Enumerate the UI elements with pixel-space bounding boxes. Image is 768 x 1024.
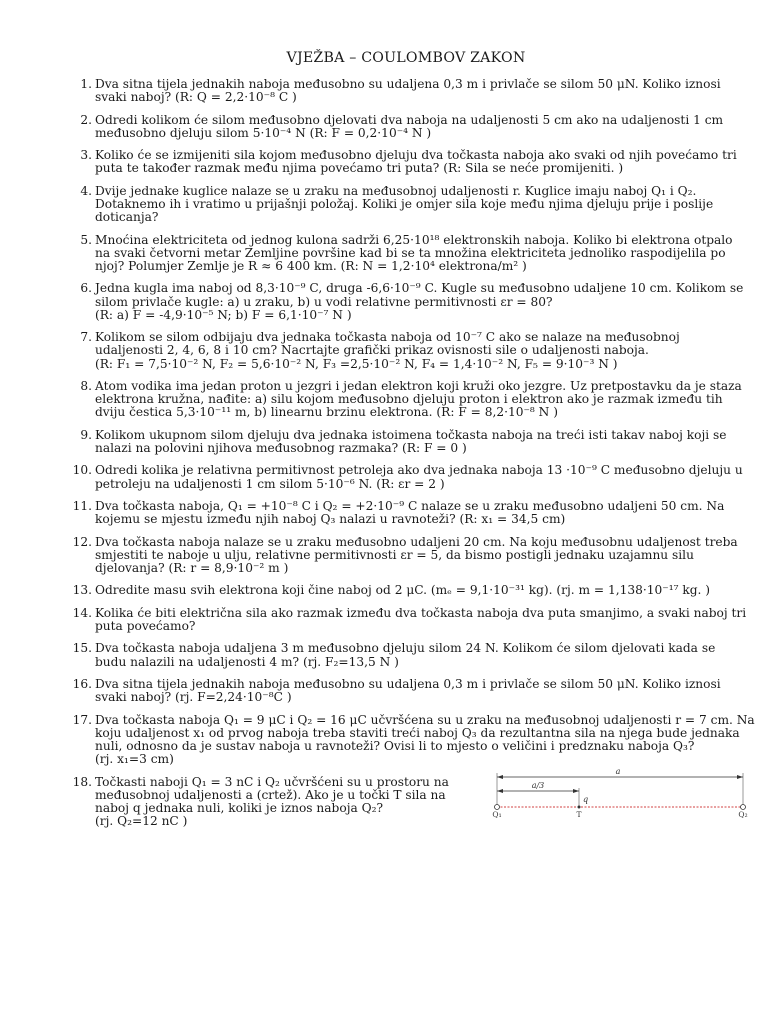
problem-line: smjestiti te naboje u ulju, relativne permitivnosti εr = 5, da bismo postigli jednaku uzajamnu silu (95, 547, 694, 562)
label-a: a (615, 767, 621, 776)
problem-item (70, 534, 738, 576)
label-q1: Q₁ (492, 809, 502, 818)
problem-line: Dva sitna tijela jednakih naboja međusobno su udaljena 0,3 m i privlače se silom 50 μN. Koliko iznosi (95, 676, 721, 691)
problem-item (70, 678, 720, 704)
problem-line: Dva točkasta naboja Q₁ = 9 μC i Q₂ = 16 μC učvršćena su u zraku na međusobnoj udaljenosti r = 7 cm. Na (95, 712, 755, 727)
problem-text (95, 712, 755, 767)
problem-line: Dva točkasta naboja udaljena 3 m međusobno djeluju silom 24 N. Kolikom će silom djelovati kada se (95, 641, 716, 656)
problem-line: Odredite masu svih elektrona koji čine naboj od 2 μC. (mₑ = 9,1·10⁻³¹ kg). (rj. m = 1,138·10⁻¹⁷ kg. ) (95, 583, 711, 598)
problem-line: na svaki četvorni metar Zemljine površine kad bi se ta množina elektriciteta jednoliko raspodijelila po (95, 245, 726, 260)
problem-text (95, 378, 742, 420)
problem-item (70, 378, 742, 420)
problem-line: Kolikom se silom odbijaju dva jednaka točkasta naboja od 10⁻⁷ C ako se nalaze na međusobnoj (95, 330, 680, 345)
problem-text (95, 331, 720, 371)
problem-item (70, 281, 744, 322)
problem-text (95, 678, 720, 704)
problem-line: koju udaljenost x₁ od prvog naboja treba staviti treći naboj Q₃ da rezultantna sila na njega bude jednaka (95, 725, 740, 740)
problem-line: međusobno djeluju silom 5·10⁻⁴ N (R: F = 0,2·10⁻⁴ N ) (95, 125, 432, 140)
problem-text (95, 605, 747, 633)
charge-q2-dot (741, 804, 746, 809)
problem-line: nuli, odnosno da je sustav naboja u ravnoteži? Ovisi li to mjesto o veličini i predznaku naboja Q₃? (95, 738, 695, 753)
problem-number: 12 . (64, 536, 92, 549)
problem-line: Odredi kolika je relativna permitivnost petroleja ako dva jednaka naboja 13 ·10⁻⁹ C međusobno djeluju u (95, 463, 743, 478)
problem-item (70, 427, 727, 455)
problem-line: svaki naboj? (rj. F=2,24·10⁻⁸C ) (95, 690, 292, 705)
charges-diagram-svg (491, 768, 749, 818)
problem-number: 4 . (64, 185, 92, 198)
problem-line: Dva točkasta naboja, Q₁ = +10⁻⁸ C i Q₂ = +2·10⁻⁹ C nalaze se u zraku međusobno udaljeni 50 cm. Na (95, 498, 725, 513)
problem-line: Dva točkasta naboja nalaze se u zraku međusobno udaljeni 20 cm. Na koju međusobnu udaljenost treba (95, 534, 738, 549)
problem-line: dviju čestica 5,3·10⁻¹¹ m, b) linearnu brzinu elektrona. (R: F = 8,2·10⁻⁸ N ) (95, 405, 558, 420)
problem-item (70, 112, 724, 140)
problem-item (70, 185, 720, 225)
problem-number: 10 . (64, 464, 92, 477)
problem-item (70, 498, 725, 527)
label-q2: Q₂ (738, 809, 748, 818)
problem-line: Dotaknemo ih i vratimo u prijašnji položaj. Koliki je omjer sila koje među njima djeluju prije i poslije (95, 196, 714, 211)
problem-line: udaljenosti 2, 4, 6, 8 i 10 cm? Nacrtajte grafički prikaz ovisnosti sile o udaljenosti naboja. (95, 343, 649, 358)
problem-line: kojemu se mjestu između njih naboj Q₃ nalazi u ravnoteži? (R: x₁ = 34,5 cm) (95, 512, 566, 527)
problem-number: 6 . (64, 282, 92, 295)
problem-line: petroleju na udaljenosti 1 cm silom 5·10⁻⁶ N. (R: εr = 2 ) (95, 476, 445, 491)
problem-text (95, 767, 748, 829)
problem-number: 15 . (64, 642, 92, 655)
problem-number: 13 . (64, 584, 92, 597)
problem-number: 11 . (64, 500, 92, 513)
problem-number: 1 . (64, 78, 92, 91)
problem-line: Točkasti naboji Q₁ = 3 nC i Q₂ učvršćeni su u prostoru na (95, 774, 449, 789)
arrow-left-icon (497, 775, 503, 779)
problem-number: 3 . (64, 149, 92, 162)
problem-line: budu nalazili na udaljenosti 4 m? (rj. F₂=13,5 N ) (95, 654, 399, 669)
problem-line: Dvije jednake kuglice nalaze se u zraku na međusobnoj udaljenosti r. Kuglice imaju naboj Q₁ i Q₂. (95, 183, 697, 198)
problem-item (70, 148, 737, 176)
problem-line: (R: a) F = -4,9·10⁻⁵ N; b) F = 6,1·10⁻⁷ N ) (95, 307, 352, 322)
problem-text (95, 463, 743, 491)
problem-text (95, 427, 727, 455)
problem-line: (rj. x₁=3 cm) (95, 752, 174, 767)
problem-item (70, 712, 755, 767)
problem-line: Kolika će biti električna sila ako razmak između dva točkasta naboja dva puta smanjimo, a svaki naboj tri (95, 605, 747, 620)
arrow-right-icon (737, 775, 743, 779)
problem-item (70, 584, 720, 597)
problem-line: Odredi kolikom će silom međusobno djelovati dva naboja na udaljenosti 5 cm ako na udaljenosti 1 cm (95, 112, 724, 127)
problem-number: 18 . (64, 776, 92, 789)
problem-line: puta te također razmak među njima povećamo tri puta? (R: Sila se neće promijeniti. ) (95, 161, 624, 176)
page-title: VJEŽBA – COULOMBOV ZAKON (286, 50, 526, 66)
problem-line: Atom vodika ima jedan proton u jezgri i jedan elektron koji kruži oko jezgre. Uz pretpostavku da je staza (95, 378, 742, 393)
problem-number: 8 . (64, 380, 92, 393)
problem-line: elektrona kružna, nađite: a) silu kojom međusobno djeluju proton i elektron ako je razmak između tih (95, 392, 723, 407)
problem-item (70, 331, 720, 371)
problem-list (70, 77, 755, 829)
label-a3: a/3 (531, 780, 545, 790)
problem-line: (R: F₁ = 7,5·10⁻² N, F₂ = 5,6·10⁻² N, F₃ =2,5·10⁻² N, F₄ = 1,4·10⁻² N, F₅ = 9·10⁻³ N ) (95, 356, 618, 371)
label-t: T (576, 809, 582, 818)
problem-item (70, 232, 733, 274)
problem-number: 16 . (64, 678, 92, 691)
problem-text (95, 78, 720, 104)
problem-item (70, 767, 748, 829)
problem-line: Kolikom ukupnom silom djeluju dva jednaka istoimena točkasta naboja na treći isti takav naboj koji se (95, 427, 727, 442)
problem-text (95, 185, 720, 225)
problem-line: Jedna kugla ima naboj od 8,3·10⁻⁹ C, druga -6,6·10⁻⁹ C. Kugle su međusobno udaljene 10 cm. Kolikom se (95, 281, 744, 296)
problem-text (95, 642, 720, 668)
problem-text (95, 498, 725, 527)
charges-diagram (491, 768, 749, 818)
charge-q-dot (578, 805, 581, 808)
problem-text (95, 112, 724, 140)
arrow-left-icon (497, 789, 503, 793)
problem-text (95, 281, 744, 322)
problem-number: 2 . (64, 114, 92, 127)
problem-number: 7 . (64, 331, 92, 344)
problem-number: 17 . (64, 714, 92, 727)
problem-line: njoj? Polumjer Zemlje je R ≈ 6 400 km. (R: N = 1,2·10⁴ elektrona/m² ) (95, 258, 527, 273)
label-q: q (583, 794, 589, 804)
problem-line: svaki naboj? (R: Q = 2,2·10⁻⁸ C ) (95, 90, 297, 105)
arrow-right-icon (573, 789, 579, 793)
problem-line: Dva sitna tijela jednakih naboja međusobno su udaljena 0,3 m i privlače se silom 50 μN. Koliko iznosi (95, 77, 721, 91)
problem-number: 5 . (64, 234, 92, 247)
problem-number: 9 . (64, 429, 92, 442)
problem-text (95, 534, 738, 576)
problem-item (70, 605, 747, 633)
charge-q1-dot (495, 804, 500, 809)
problem-line: silom privlače kugle: a) u zraku, b) u vodi relativne permitivnosti εr = 80? (95, 294, 553, 309)
problem-text (95, 584, 720, 597)
problem-item (70, 78, 720, 104)
problem-number: 14 . (64, 607, 92, 620)
problem-text (95, 148, 737, 176)
problem-line: doticanja? (95, 210, 159, 225)
problem-line: međusobnoj udaljenosti a (crtež). Ako je u točki T sila na (95, 787, 446, 802)
problem-text (95, 232, 733, 274)
problem-line: Koliko će se izmijeniti sila kojom međusobno djeluju dva točkasta naboja ako svaki od njih povećamo tri (95, 148, 737, 163)
problem-line: Mnoćina elektriciteta od jednog kulona sadrži 6,25·10¹⁸ elektronskih naboja. Koliko bi elektrona otpalo (95, 232, 733, 247)
problem-item (70, 642, 720, 668)
problem-item (70, 463, 743, 491)
problem-line: puta povećamo? (95, 618, 196, 633)
problem-line: nalazi na polovini njihova međusobnog razmaka? (R: F = 0 ) (95, 440, 467, 455)
problem-line: djelovanja? (R: r = 8,9·10⁻² m ) (95, 560, 289, 575)
problem-line: (rj. Q₂=12 nC ) (95, 814, 188, 829)
problem-line: naboj q jednaka nuli, koliki je iznos naboja Q₂? (95, 800, 384, 815)
